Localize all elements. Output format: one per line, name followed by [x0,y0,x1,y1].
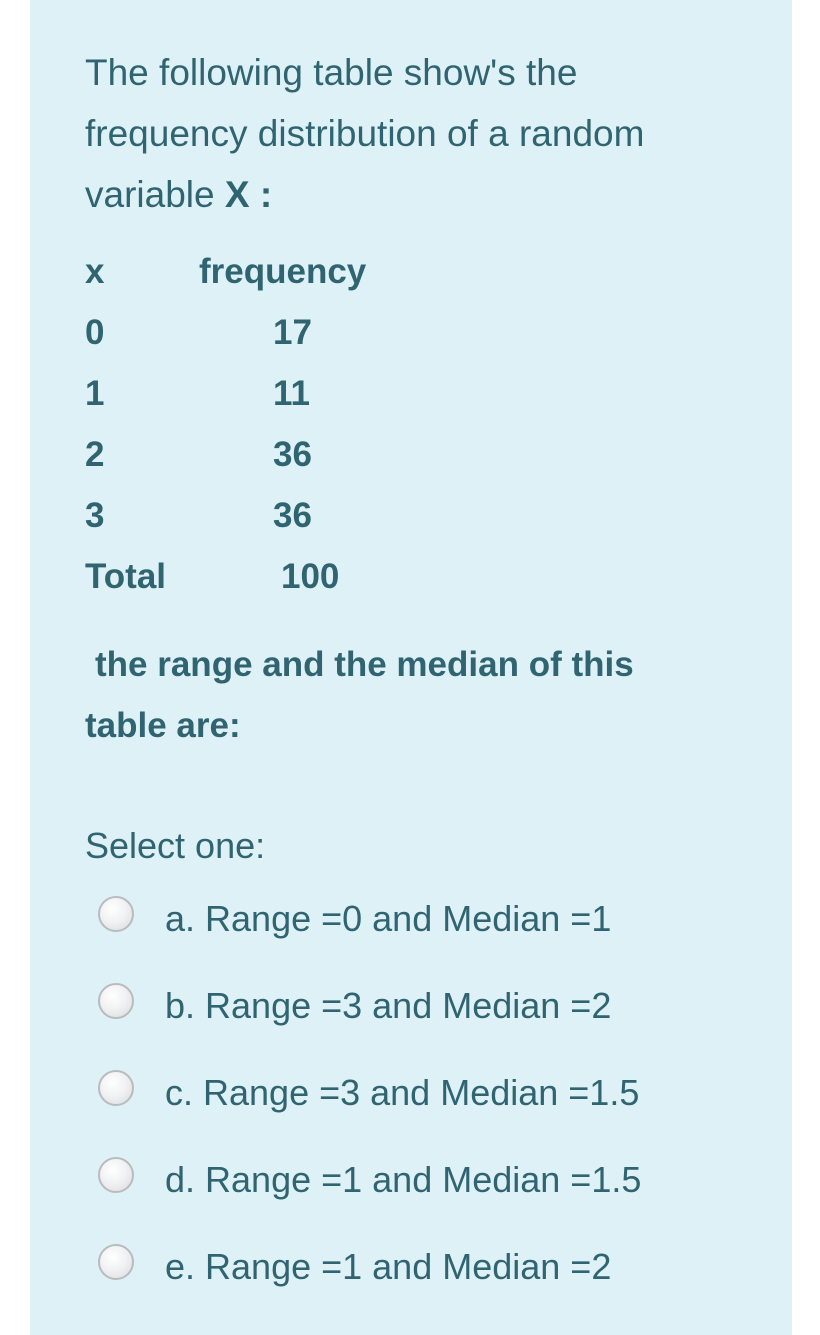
question-card [30,0,792,1335]
answer-option-label[interactable]: d. Range =1 and Median =1.5 [165,1159,642,1200]
table-total-row [85,557,485,618]
answer-option-d[interactable] [98,1149,778,1236]
answer-option-label[interactable]: a. Range =0 and Median =1 [165,898,612,939]
question-intro [85,42,765,225]
header-frequency: frequency [199,252,367,291]
answer-options [98,888,778,1323]
prompt-line-2: table are: [85,706,241,745]
radio-button[interactable] [98,1070,134,1106]
intro-line-2: frequency distribution of a random [85,113,645,154]
answer-option-c[interactable] [98,1062,778,1149]
intro-line-3-prefix: variable [85,174,225,215]
cell-frequency-value: 36 [273,435,312,474]
random-variable-name: X [224,174,250,215]
radio-button[interactable] [98,983,134,1019]
answer-option-e[interactable] [98,1236,778,1323]
radio-button[interactable] [98,1244,134,1280]
cell-x-value: 0 [85,313,105,352]
cell-frequency-value: 36 [273,496,312,535]
answer-option-b[interactable] [98,975,778,1062]
intro-suffix: : [249,174,273,215]
answer-option-label[interactable]: e. Range =1 and Median =2 [165,1246,612,1287]
cell-x-value: 3 [85,496,105,535]
answer-option-a[interactable] [98,888,778,975]
answer-option-label[interactable]: b. Range =3 and Median =2 [165,985,612,1026]
prompt-line-1: the range and the median of this [95,645,634,684]
answer-option-label[interactable]: c. Range =3 and Median =1.5 [165,1072,640,1113]
total-value: 100 [281,557,340,596]
question-prompt [85,634,765,756]
radio-button[interactable] [98,896,134,932]
frequency-table [85,252,485,618]
intro-line-3 [85,164,765,225]
table-row [85,435,485,496]
table-row [85,374,485,435]
cell-x-value: 2 [85,435,105,474]
cell-x-value: 1 [85,374,105,413]
table-row [85,496,485,557]
radio-button[interactable] [98,1157,134,1193]
intro-line-1: The following table show's the [85,52,578,93]
table-header-row [85,252,485,313]
table-row [85,313,485,374]
cell-frequency-value: 17 [273,313,312,352]
select-one-label: Select one: [85,825,266,866]
cell-frequency-value: 11 [273,374,310,413]
header-x: x [85,252,105,291]
total-label: Total [85,557,167,596]
